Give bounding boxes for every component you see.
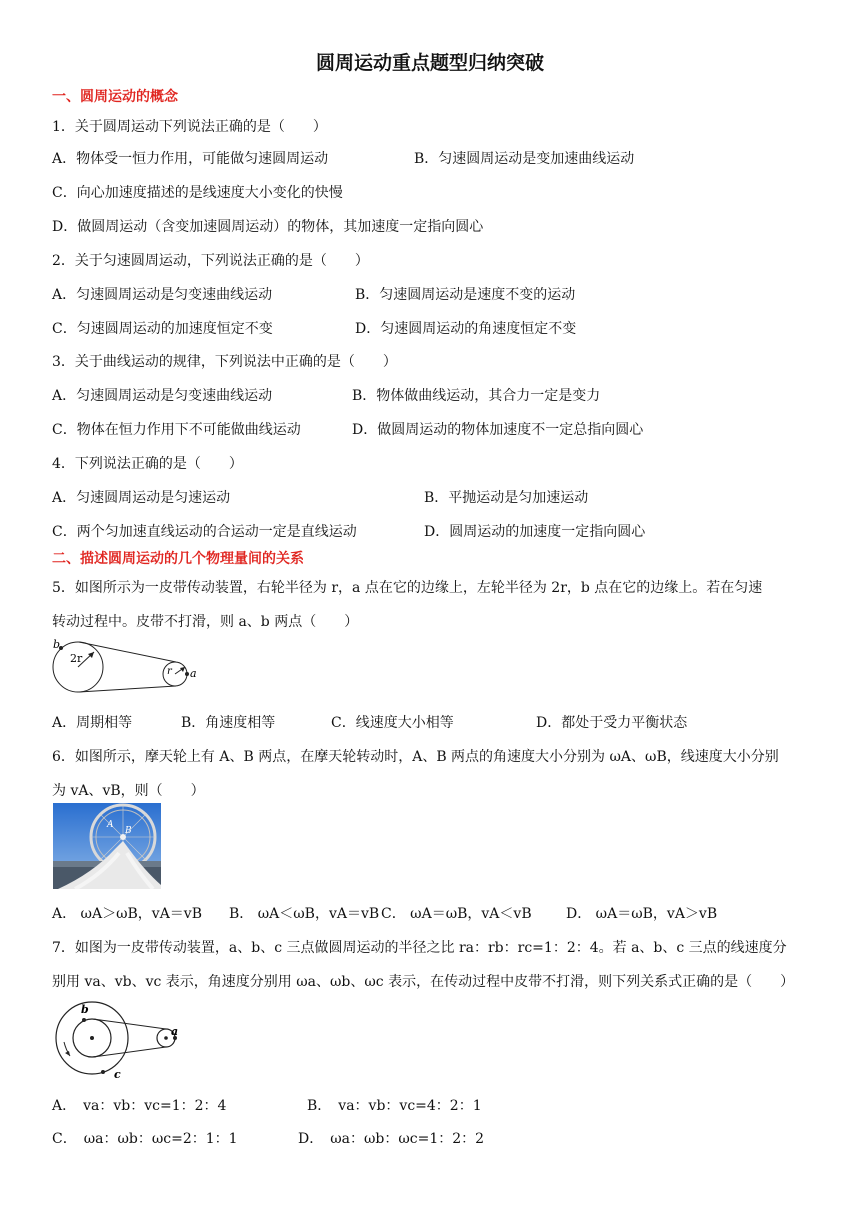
q1-option-c: C．向心加速度描述的是线速度大小变化的快慢 [52, 185, 343, 201]
q6-option-a: A． ωA＞ωB，vA＝vB [52, 906, 203, 922]
q6-stem-line2: 为 vA、vB，则（ ） [52, 783, 205, 799]
q6-option-b: B． ωA＜ωB，vA＝vB [229, 906, 380, 922]
q3-option-b: B．物体做曲线运动，其合力一定是变力 [352, 388, 601, 404]
q5-stem-line1: 5．如图所示为一皮带传动装置，右轮半径为 r，a 点在它的边缘上，左轮半径为 2r，b 点在它的边缘上。若在匀速 [52, 580, 763, 596]
q5-option-c: C．线速度大小相等 [331, 715, 454, 731]
q7-option-c: C． ωa：ωb：ωc=2：1：1 [52, 1131, 238, 1147]
q3-option-a: A．匀速圆周运动是匀变速曲线运动 [52, 388, 273, 404]
section-heading-2: 二、描述圆周运动的几个物理量间的关系 [52, 551, 304, 567]
q6-stem-line1: 6．如图所示，摩天轮上有 A、B 两点，在摩天轮转动时，A、B 两点的角速度大小分别为 ωA、ωB，线速度大小分别 [52, 749, 779, 765]
q1-option-b: B．匀速圆周运动是变加速曲线运动 [414, 151, 635, 167]
q4-option-a: A．匀速圆周运动是匀速运动 [52, 490, 231, 506]
q7-option-a: A． va：vb：vc=1：2：4 [52, 1098, 227, 1114]
q3-option-c: C．物体在恒力作用下不可能做曲线运动 [52, 422, 301, 438]
q4-option-b: B．平抛运动是匀加速运动 [424, 490, 589, 506]
q7-stem-line2: 别用 va、vb、vc 表示，角速度分别用 ωa、ωb、ωc 表示，在传动过程中皮带不打滑，则下列关系式正确的是（ ） [52, 974, 795, 990]
q5-belt-pulley-figure [50, 638, 210, 698]
q7-option-d: D． ωa：ωb：ωc=1：2：2 [298, 1131, 485, 1147]
q5-option-a: A．周期相等 [52, 715, 133, 731]
q7-label-a: a [171, 1025, 179, 1038]
q7-stem-line1: 7．如图为一皮带传动装置，a、b、c 三点做圆周运动的半径之比 ra：rb：rc=1：2：4。若 a、b、c 三点的线速度分 [52, 940, 787, 956]
section-heading-1: 一、圆周运动的概念 [52, 89, 178, 105]
q1-stem: 1．关于圆周运动下列说法正确的是（ ） [52, 119, 327, 135]
q2-stem: 2．关于匀速圆周运动，下列说法正确的是（ ） [52, 253, 369, 269]
q6-ferris-wheel-photo [53, 803, 161, 889]
q4-option-c: C．两个匀加速直线运动的合运动一定是直线运动 [52, 524, 357, 540]
q7-option-b: B． va：vb：vc=4：2：1 [307, 1098, 482, 1114]
q5-label-a: a [190, 667, 197, 680]
q5-label-2r: 2r [70, 652, 83, 665]
q6-label-b: B [125, 826, 132, 836]
q5-option-d: D．都处于受力平衡状态 [536, 715, 688, 731]
q1-option-a: A．物体受一恒力作用，可能做匀速圆周运动 [52, 151, 329, 167]
q7-label-c: c [114, 1068, 121, 1080]
q5-stem-line2: 转动过程中。皮带不打滑，则 a、b 两点（ ） [52, 614, 359, 630]
q7-belt-pulley-figure [48, 1000, 188, 1080]
q5-label-r: r [167, 666, 172, 677]
q2-option-d: D．匀速圆周运动的角速度恒定不变 [355, 321, 577, 337]
q4-stem: 4．下列说法正确的是（ ） [52, 456, 243, 472]
q5-label-b: b [53, 638, 61, 651]
q2-option-a: A．匀速圆周运动是匀变速曲线运动 [52, 287, 273, 303]
q6-option-c: C． ωA＝ωB，vA＜vB [381, 906, 532, 922]
q6-option-d: D． ωA＝ωB，vA＞vB [566, 906, 718, 922]
q6-label-a: A [107, 820, 114, 830]
q1-option-d: D．做圆周运动（含变加速圆周运动）的物体，其加速度一定指向圆心 [52, 219, 484, 235]
q3-option-d: D．做圆周运动的物体加速度不一定总指向圆心 [352, 422, 644, 438]
q3-stem: 3．关于曲线运动的规律，下列说法中正确的是（ ） [52, 354, 397, 370]
page-title: 圆周运动重点题型归纳突破 [315, 52, 544, 74]
q2-option-b: B．匀速圆周运动是速度不变的运动 [355, 287, 576, 303]
q7-label-b: b [81, 1003, 89, 1016]
q2-option-c: C．匀速圆周运动的加速度恒定不变 [52, 321, 273, 337]
q5-option-b: B．角速度相等 [181, 715, 276, 731]
q4-option-d: D．圆周运动的加速度一定指向圆心 [424, 524, 646, 540]
